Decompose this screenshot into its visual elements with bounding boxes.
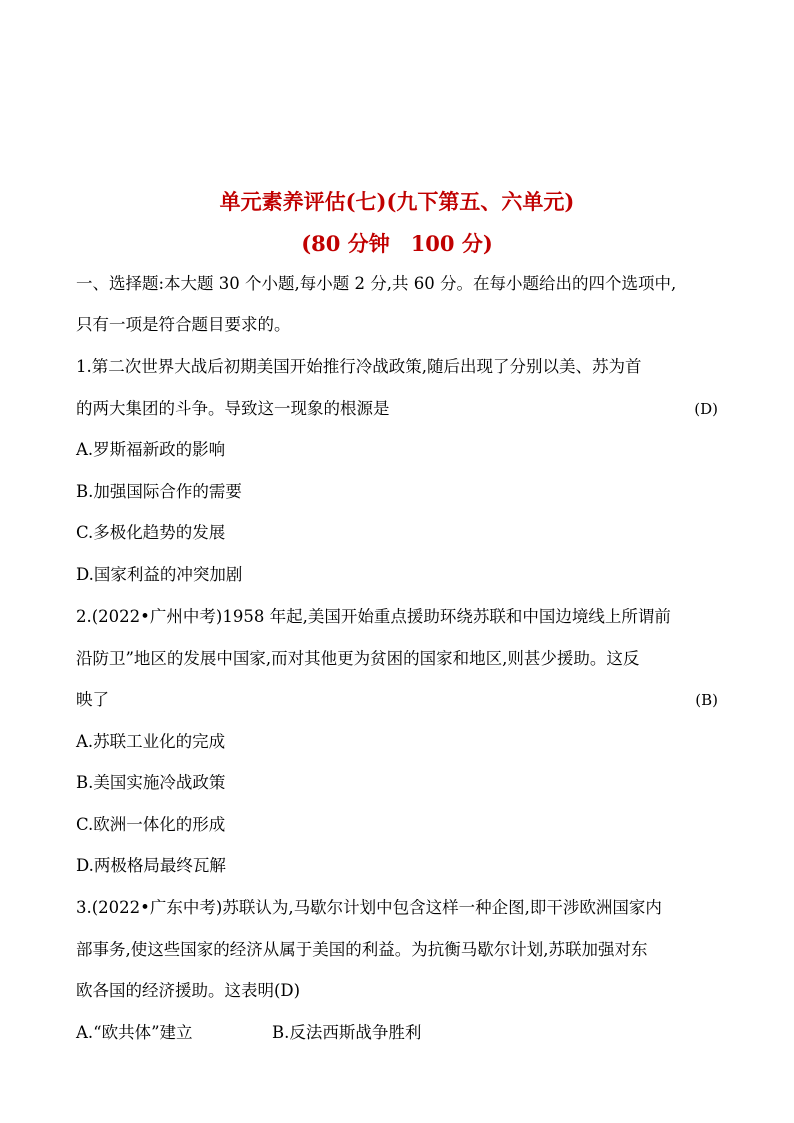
question-1-answer: (D) — [694, 400, 718, 418]
exam-subtitle: (80 分钟 100 分) — [301, 231, 493, 256]
question-2-stem-line-2: 沿防卫”地区的发展中国家,而对其他更为贫困的国家和地区,则甚少援助。这反 — [76, 649, 640, 668]
question-1-option-a: A.罗斯福新政的影响 — [76, 440, 226, 459]
question-2-stem-line-3: 映了 — [76, 690, 109, 709]
question-1-option-d: D.国家利益的冲突加剧 — [76, 565, 243, 584]
question-3-stem-line-1: 3.(2022•广东中考)苏联认为,马歇尔计划中包含这样一种企图,即干涉欧洲国家内 — [76, 898, 662, 917]
question-3-stem-line-3: 欧各国的经济援助。这表明(D) — [76, 981, 301, 1000]
question-3-option-a: A.“欧共体”建立 — [76, 1023, 193, 1042]
exam-title: 单元素养评估(七)(九下第五、六单元) — [219, 189, 575, 214]
question-2-option-a: A.苏联工业化的完成 — [76, 732, 226, 751]
question-1-option-c: C.多极化趋势的发展 — [76, 523, 226, 542]
question-1-option-b: B.加强国际合作的需要 — [76, 482, 242, 501]
question-2-stem-line-1: 2.(2022•广州中考)1958 年起,美国开始重点援助环绕苏联和中国边境线上所谓前 — [76, 607, 671, 626]
section-instruction-line-1: 一、选择题:本大题 30 个小题,每小题 2 分,共 60 分。在每小题给出的四个选项中, — [76, 274, 677, 293]
question-1-stem-line-1: 1.第二次世界大战后初期美国开始推行冷战政策,随后出现了分别以美、苏为首 — [76, 357, 642, 376]
question-2-option-d: D.两极格局最终瓦解 — [76, 856, 226, 875]
question-3-stem-line-2: 部事务,使这些国家的经济从属于美国的利益。为抗衡马歇尔计划,苏联加强对东 — [76, 940, 648, 959]
question-3-option-b: B.反法西斯战争胜利 — [272, 1023, 422, 1042]
question-2-option-c: C.欧洲一体化的形成 — [76, 815, 226, 834]
section-instruction-line-2: 只有一项是符合题目要求的。 — [76, 315, 291, 334]
question-2-option-b: B.美国实施冷战政策 — [76, 773, 226, 792]
question-2-answer: (B) — [695, 691, 718, 709]
question-1-stem-line-2: 的两大集团的斗争。导致这一现象的根源是 — [76, 399, 390, 418]
